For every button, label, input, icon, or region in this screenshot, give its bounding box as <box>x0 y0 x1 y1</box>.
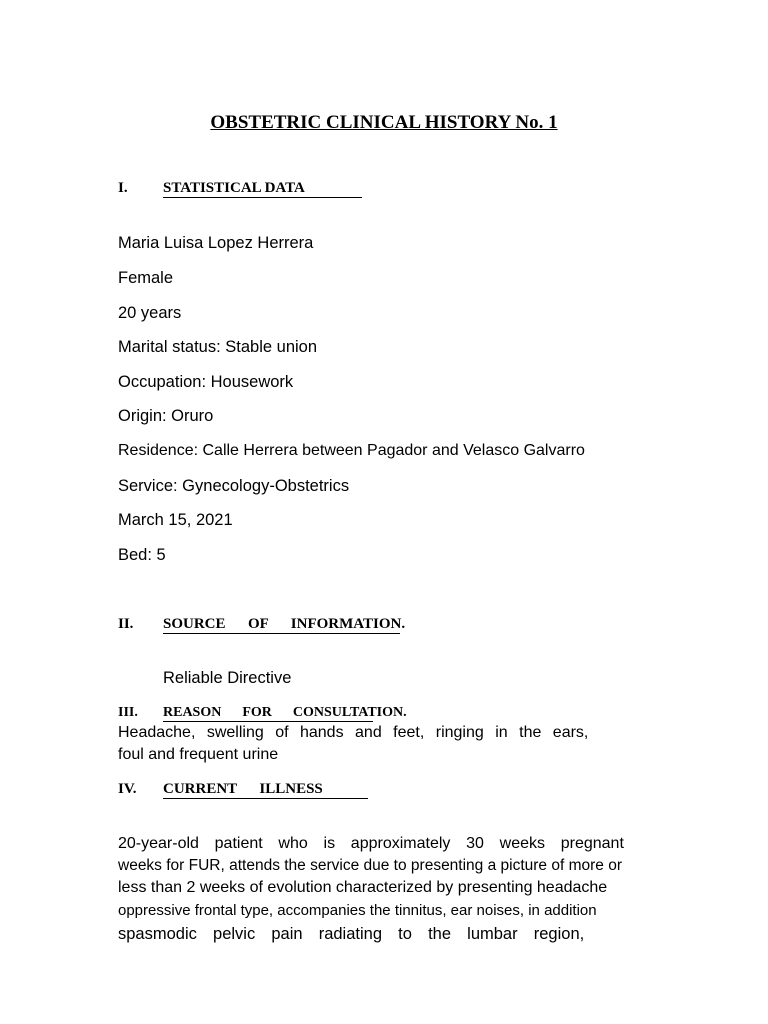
patient-residence: Residence: Calle Herrera between Pagador and Velasco Galvarro <box>118 442 585 459</box>
admission-date: March 15, 2021 <box>118 511 233 529</box>
section-heading-underline <box>163 721 373 722</box>
illness-line-3: less than 2 weeks of evolution characterized by presenting headache <box>118 879 608 896</box>
section-number-4: IV. <box>118 781 137 797</box>
patient-marital-status: Marital status: Stable union <box>118 338 318 356</box>
section-number-1: I. <box>118 180 128 196</box>
section-heading-statistical-data: STATISTICAL DATA <box>163 180 305 196</box>
patient-name: Maria Luisa Lopez Herrera <box>118 234 314 252</box>
section-heading-source-of-information: SOURCE OF INFORMATION. <box>163 616 406 632</box>
section-heading-current-illness: CURRENT ILLNESS <box>163 781 323 797</box>
patient-occupation: Occupation: Housework <box>118 373 294 391</box>
reason-line-2: foul and frequent urine <box>118 746 279 763</box>
source-of-information-value: Reliable Directive <box>163 669 292 687</box>
section-number-2: II. <box>118 616 134 632</box>
section-number-3: III. <box>118 705 138 720</box>
patient-age: 20 years <box>118 304 182 322</box>
reason-line-1: Headache, swelling of hands and feet, ringing in the ears, <box>118 724 589 741</box>
patient-origin: Origin: Oruro <box>118 407 214 425</box>
patient-bed: Bed: 5 <box>118 546 166 564</box>
illness-line-1: 20-year-old patient who is approximately 30 weeks pregnant <box>118 835 624 852</box>
document-title: OBSTETRIC CLINICAL HISTORY No. 1 <box>210 112 558 133</box>
illness-line-5: spasmodic pelvic pain radiating to the lumbar region, <box>118 925 585 943</box>
patient-sex: Female <box>118 269 174 287</box>
section-heading-underline <box>163 633 400 634</box>
section-heading-underline <box>163 798 368 799</box>
illness-line-2: weeks for FUR, attends the service due to presenting a picture of more or <box>118 857 622 874</box>
patient-service: Service: Gynecology-Obstetrics <box>118 477 350 495</box>
illness-line-4: oppressive frontal type, accompanies the tinnitus, ear noises, in addition <box>118 902 597 919</box>
section-heading-underline <box>163 197 362 198</box>
section-heading-reason-for-consultation: REASON FOR CONSULTATION. <box>163 705 407 720</box>
